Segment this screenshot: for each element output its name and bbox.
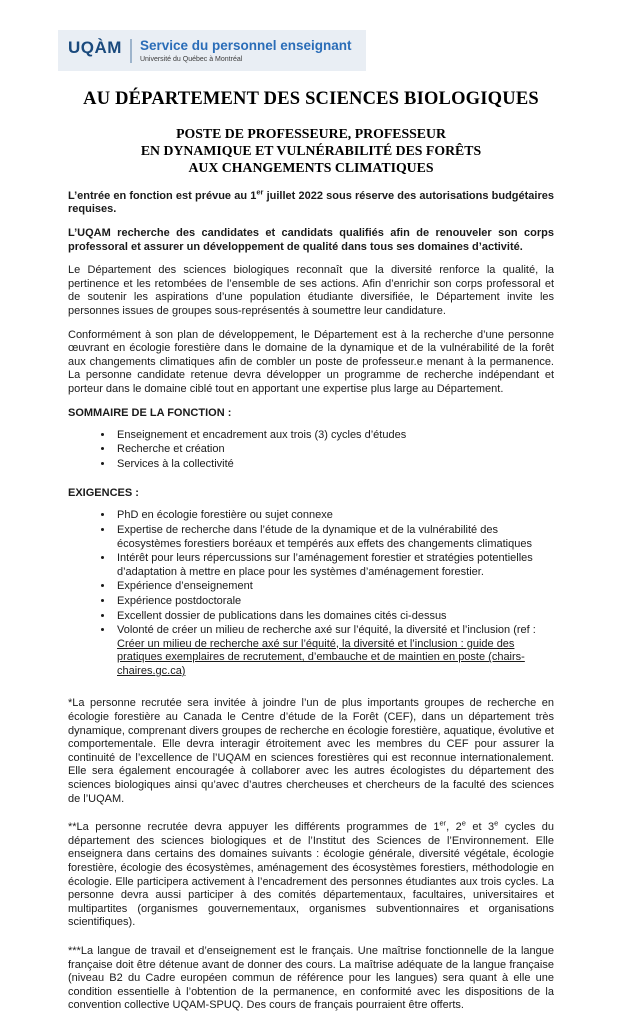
heading-sommaire: SOMMAIRE DE LA FONCTION : xyxy=(68,406,232,419)
paragraph-entree-en-fonction xyxy=(68,187,555,217)
list-item: • Excellent dossier de publications dans les domaines cités ci-dessus xyxy=(114,610,554,624)
list-item: • Expérience postdoctorale xyxy=(114,595,554,609)
paragraph-uqam-recherche: L’UQAM recherche des candidates et candidats qualifiés afin de renouveler son corps professoral et assurer un développement de qualité dans tous ses domaines d’activité. xyxy=(68,227,554,253)
text-segment: **La personne recrutée devra appuyer les différents programmes de 1 xyxy=(68,821,440,834)
heading-exigences: EXIGENCES : xyxy=(68,487,139,500)
uqam-wordmark: UQÀM xyxy=(68,38,122,57)
list-item: • Services à la collectivité xyxy=(114,458,554,472)
superscript-er: er xyxy=(439,818,447,828)
logo-text-block xyxy=(140,39,352,63)
list-item: • PhD en écologie forestière ou sujet connexe xyxy=(114,509,554,523)
text-segment: juillet 2022 sous réserve des autorisations budgétaires requises. xyxy=(68,189,555,216)
sommaire-list xyxy=(68,429,554,472)
text-segment: cycles du département des sciences biologiques et de l’Institut des Sciences de l’Environnement. Elle enseignera dans certains des domaines suivants : écologie générale, diversité végétale, écologie forestière, écologie des écosystèmes, aménagement des écosystèmes forestiers, méthodologie en écologie. Elle participera activement à l’encadrement des personnes étudiantes aux trois cycles. La personne devra aussi participer à des comités départementaux, facultaires, universitaires et multipartites (organismes gouvernementaux, organismes subventionnaires et organisations scientifiques). xyxy=(68,821,554,929)
paragraph-plan-developpement: Conformément à son plan de développement, le Département est à la recherche d’une personne œuvrant en écologie forestière dans le domaine de la dynamique et de la vulnérabilité de la forêt aux changements climatiques afin de combler un poste de professeur.e menant à la permanence. La personne candidate retenue devra développer un programme de recherche indépendant et porteur dans le domaine ciblé tout en apportant une expertise plus large au Département. xyxy=(68,328,554,395)
subtitle-line-2: EN DYNAMIQUE ET VULNÉRABILITÉ DES FORÊTS xyxy=(140,142,482,158)
subtitle-line-3: AUX CHANGEMENTS CLIMATIQUES xyxy=(188,159,434,175)
edi-guide-link[interactable]: Créer un milieu de recherche axé sur l’équité, la diversité et l’inclusion : guide des pratiques exemplaires de recrutement, d’embauche et de maintien en poste (chairs-chaires.gc.ca) xyxy=(117,637,525,677)
position-subtitle xyxy=(68,125,554,176)
text-segment: , 2 xyxy=(446,821,462,834)
list-item: • Intérêt pour leurs répercussions sur l’aménagement forestier et stratégies potentielles d’adaptation à mettre en place pour les systèmes d’aménagement forestier. xyxy=(114,552,554,579)
logo-university-label: Université du Québec à Montréal xyxy=(139,55,243,63)
note-paragraph-cef: *La personne recrutée sera invitée à joindre l’un de plus importants groupes de recherche en écologie forestière au Canada le Centre d’étude de la Forêt (CEF), dans un département très dynamique, comprenant divers groupes de recherche en écologie forestière, aquatique, évolutive et comportementale. Elle devra interagir étroitement avec les membres du CEF pour assurer la continuité de l’excellence de l’UQAM en sciences forestières qui est reconnue internationalement. Elle sera également encouragée à collaborer avec les autres écologistes du département des sciences biologiques ainsi qu’avec d’autres chercheuses et chercheurs de la faculté des sciences de l’UQAM. xyxy=(68,697,554,805)
list-item: • Expérience d’enseignement xyxy=(114,580,554,594)
list-item: • Recherche et création xyxy=(114,443,554,457)
page-title: AU DÉPARTEMENT DES SCIENCES BIOLOGIQUES xyxy=(83,88,539,109)
list-item: • Enseignement et encadrement aux trois (3) cycles d’études xyxy=(114,429,554,443)
exigences-list xyxy=(68,509,554,678)
text-segment: L’entrée en fonction est prévue au 1 xyxy=(68,189,257,202)
superscript-e: e xyxy=(494,818,499,828)
superscript-er: er xyxy=(256,187,264,197)
logo-service-label: Service du personnel enseignant xyxy=(139,38,352,53)
logo-divider xyxy=(130,39,132,63)
subtitle-line-1: POSTE DE PROFESSEURE, PROFESSEUR xyxy=(176,125,446,141)
note-paragraph-programmes xyxy=(68,818,554,930)
list-item-with-link xyxy=(114,624,554,678)
list-item: • Expertise de recherche dans l’étude de la dynamique et de la vulnérabilité des écosystèmes forestiers boréaux et tempérés aux effets des changements climatiques xyxy=(114,524,554,551)
note-paragraph-langue: ***La langue de travail et d’enseignement est le français. Une maîtrise fonctionnelle de la langue française doit être détenue avant de donner des cours. La maîtrise adéquate de la langue française (niveau B2 du Cadre européen commun de référence pour les langues) sera quant à elle une condition essentielle à l’obtention de la permanence, en conformité avec les dispositions de la convention collective UQAM-SPUQ. Des cours de français pourraient être offerts. xyxy=(68,944,554,1012)
text-segment: Volonté de créer un milieu de recherche axé sur l’équité, la diversité et l’inclusion (ref : xyxy=(117,624,536,637)
paragraph-diversite: Le Département des sciences biologiques reconnaît que la diversité renforce la qualité, la pertinence et les retombées de l’ensemble de ses actions. Afin d’enrichir son corps professoral et de soutenir les aspirations d’une population étudiante diversifiée, le Département invite les personnes issues de groupes sous-représentés à soumettre leur candidature. xyxy=(68,264,554,317)
text-segment: et 3 xyxy=(465,821,495,834)
superscript-e: e xyxy=(461,818,466,828)
uqam-logo xyxy=(58,30,366,71)
